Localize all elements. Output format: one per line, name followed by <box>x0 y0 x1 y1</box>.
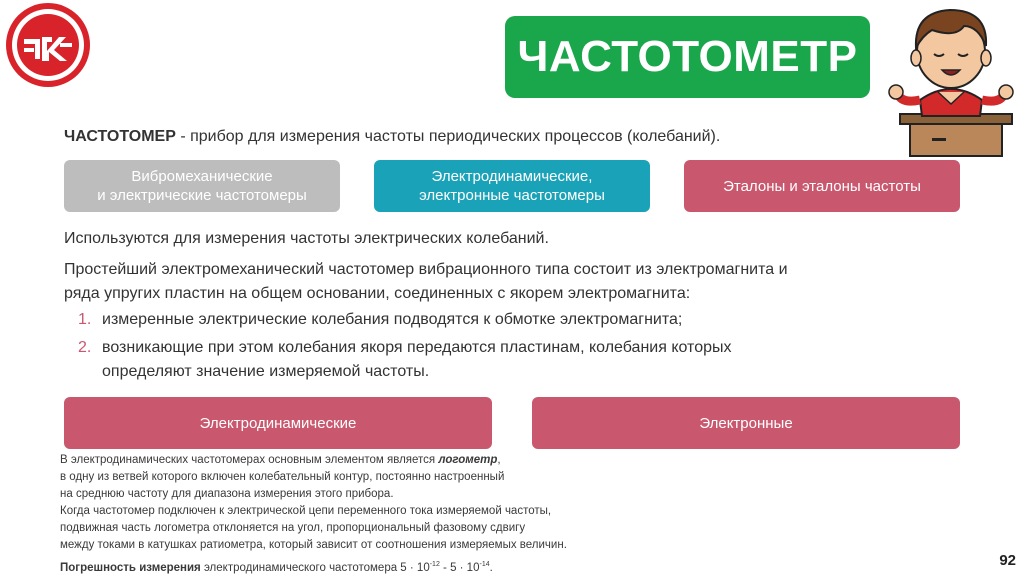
note-text: , в одну из ветвей которого включен колебательный контур, постоянно настроенный на среднюю частоту для диапазона измерения этого прибора. <box>60 454 505 500</box>
teacher-mascot-illustration <box>880 0 1022 160</box>
list-number: 1. <box>78 311 92 328</box>
note-keyword: логометр <box>438 454 498 466</box>
usage-paragraph: Используются для измерения частоты электрических колебаний. <box>64 230 549 247</box>
list-item <box>64 336 784 384</box>
steps-list <box>64 308 784 388</box>
intro-term: ЧАСТОТОМЕР <box>64 128 176 145</box>
note-text: электродинамического частотомера 5 · 10 <box>200 561 430 574</box>
type-electrodynamic-button[interactable]: Электродинамические <box>64 397 492 449</box>
page-number: 92 <box>999 552 1016 569</box>
category-standards[interactable]: Эталоны и эталоны частоты <box>684 160 960 212</box>
note-logometer <box>60 452 530 503</box>
list-text: возникающие при этом колебания якоря передаются пластинам, колебания которых определяют значение измеряемой частоты. <box>102 339 732 380</box>
description-paragraph: Простейший электромеханический частотомер вибрационного типа состоит из электромагнита и ряда упругих пластин на общем основании, соединенных с якорем электромагнита: <box>64 261 788 302</box>
type-electronic-button[interactable]: Электронные <box>532 397 960 449</box>
list-text: измеренные электрические колебания подводятся к обмотке электромагнита; <box>102 311 683 328</box>
category-electrodynamic-electronic[interactable]: Электродинамические, электронные частотомеры <box>374 160 650 212</box>
company-logo <box>4 1 92 89</box>
intro-definition <box>64 128 720 146</box>
note-text: - 5 · 10 <box>439 561 480 574</box>
note-text: . <box>489 561 493 574</box>
note-connection: Когда частотомер подключен к электрической цепи переменного тока измеряемой частоты, подвижная часть логометра отклоняется на угол, пропорциональный фазовому сдвигу между токами в катушках ратиометра, который зависит от соотношения измеряемых величин. <box>60 505 567 551</box>
note-text: В электродинамических частотомерах основным элементом является <box>60 454 439 466</box>
intro-text: - прибор для измерения частоты периодических процессов (колебаний). <box>175 128 721 145</box>
exponent: -12 <box>429 561 440 568</box>
list-item <box>64 308 784 332</box>
page-title: ЧАСТОТОМЕТР <box>505 16 870 98</box>
exponent: -14 <box>479 561 490 568</box>
note-keyword: Погрешность измерения <box>60 561 201 574</box>
category-vibromechanical[interactable]: Вибромеханические и электрические частотомеры <box>64 160 340 212</box>
list-number: 2. <box>78 339 92 356</box>
